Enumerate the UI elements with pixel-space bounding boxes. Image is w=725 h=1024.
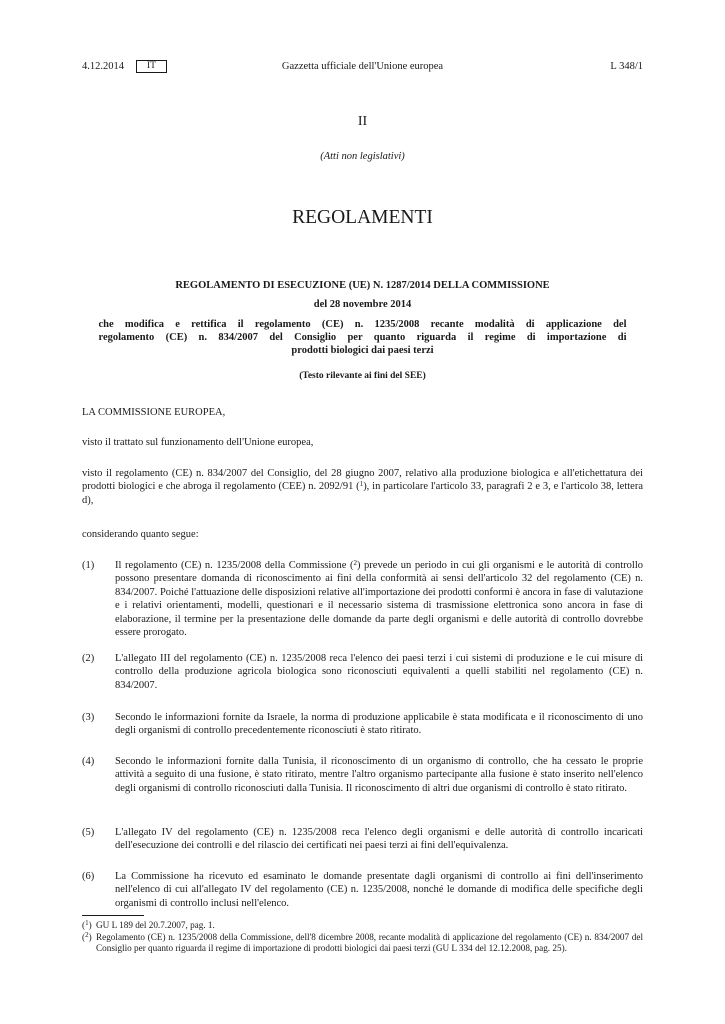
ref-text: visto il regolamento (CE) n. 834/2007 del Consiglio, del 28 giugno 2007, relativo alla produzione biologica e all'etichettatura dei prodotti biologici e che abroga il regolamento (CEE) n. 2092/91 ( [82, 468, 643, 493]
regulation-title: REGOLAMENTO DI ESECUZIONE (UE) N. 1287/2014 DELLA COMMISSIONE [175, 280, 550, 291]
recital-text: L'allegato IV del regolamento (CE) n. 1235/2008 reca l'elenco degli organismi e delle autorità di controllo incaricati dell'esecuzione dei controlli e del rilascio dei certificati nei paesi terzi ai fini dell'equivalenza. [115, 827, 643, 852]
recital-text: La Commissione ha ricevuto ed esaminato le domande presentate dagli organismi di controllo ai fini dell'inserimento nell'elenco di cui all'allegato IV del regolamento (CE) n. 1235/2008, nonché le domande di modifica delle specifiche degli organismi di controllo inclusi nell'elenco. [115, 871, 643, 909]
regulation-subject [0, 318, 725, 358]
recital-number: (2) [82, 653, 95, 664]
preamble-considering: considerando quanto segue: [82, 529, 199, 540]
recital-text [115, 559, 643, 639]
section-heading: REGOLAMENTI [292, 207, 433, 228]
header-date: 4.12.2014 [82, 61, 124, 72]
footnote-mark: ($^1$) [82, 919, 92, 930]
preamble-commission: LA COMMISSIONE EUROPEA, [82, 407, 226, 418]
page-reference: L 348/1 [610, 61, 643, 72]
footnote-text: Regolamento (CE) n. 1235/2008 della Commissione, dell'8 dicembre 2008, recante modalità di applicazione del regolamento (CE) n. 834/2007 del Consiglio per quanto riguarda il regime di importazione di prodotti biologici dai paesi terzi (GU L 334 del 12.12.2008, pag. 25). [96, 932, 643, 954]
regulation-date: del 28 novembre 2014 [313, 299, 412, 310]
section-numeral: II [357, 114, 368, 129]
language-badge: IT [136, 60, 167, 73]
recital-text-part: Il regolamento (CE) n. 1235/2008 della Commissione ( [115, 560, 354, 571]
subject-line: che modifica e rettifica il regolamento (CE) n. 1235/2008 recante modalità di applicazione del [98, 319, 627, 330]
footnote-mark-number: 1 [85, 919, 89, 927]
preamble-regulation-ref [82, 467, 643, 507]
recital-text: Secondo le informazioni fornite da Israele, la norma di produzione applicabile è stata modificata e il riconoscimento di uno degli organismi di controllo precedentemente riconosciuti è stato ritirato. [115, 712, 643, 737]
journal-title: Gazzetta ufficiale dell'Unione europea [281, 61, 444, 72]
recital-text-part: ) prevede un periodo in cui gli organismi e le autorità di controllo possono presentare domanda di riconoscimento ai fini della conformità ai sensi dell'articolo 32 del regolamento (CE) n. 834/2007. Poiché l'attuazione delle disposizioni relative all'importazione dei prodotti conformi è ancora in fase di valutazione e i relativi orientamenti, modelli, questionari e il necessario sistema di trasmissione elettronica sono ancora in fase di elaborazione, il termine per la presentazione delle domande da parte degli organismi e delle autorità di controllo dovrebbe essere prorogato. [115, 560, 643, 639]
recital-text: L'allegato III del regolamento (CE) n. 1235/2008 reca l'elenco dei paesi terzi i cui sistemi di produzione e le cui misure di controllo della produzione agricola biologica sono riconosciuti equivalenti a quelli stabiliti nel regolamento (CE) n. 834/2007. [115, 653, 643, 691]
section-subtitle: (Atti non legislativi) [320, 151, 405, 162]
recital-number: (5) [82, 827, 95, 838]
recital-text: Secondo le informazioni fornite dalla Tunisia, il riconoscimento di un organismo di controllo, che ha cessato le proprie attività a seguito di una fusione, è stato ritirato, mentre l'altro organismo partecipante alla fusione è stato inserito nell'elenco degli organismi di controllo riconosciuti dalla Tunisia. Il riconoscimento di altri due organismi di controllo è stato ritirato. [115, 756, 643, 794]
ref-text: ), in particolare l'articolo 33, paragrafi 2 e 3, e l'articolo 38, lettera d), [82, 481, 643, 506]
recital-number: (1) [82, 560, 95, 571]
subject-line: regolamento (CE) n. 834/2007 del Consiglio per quanto riguarda il regime di importazione di [98, 332, 627, 344]
preamble-treaty: visto il trattato sul funzionamento dell'Unione europea, [82, 437, 314, 448]
eea-relevance: (Testo rilevante ai fini del SEE) [299, 371, 426, 381]
footnote-ref[interactable]: 2 [353, 559, 357, 567]
footnote-ref[interactable]: 1 [359, 480, 364, 489]
footnote-mark: ($^2$) [82, 931, 92, 942]
recital-number: (4) [82, 756, 95, 767]
recital-number: (3) [82, 712, 95, 723]
recital-number: (6) [82, 871, 95, 882]
subject-line: prodotti biologici dai paesi terzi [291, 345, 434, 357]
footnote-mark-number: 2 [85, 931, 89, 939]
footnote-text: GU L 189 del 20.7.2007, pag. 1. [96, 920, 215, 930]
footnote-divider [82, 915, 144, 916]
